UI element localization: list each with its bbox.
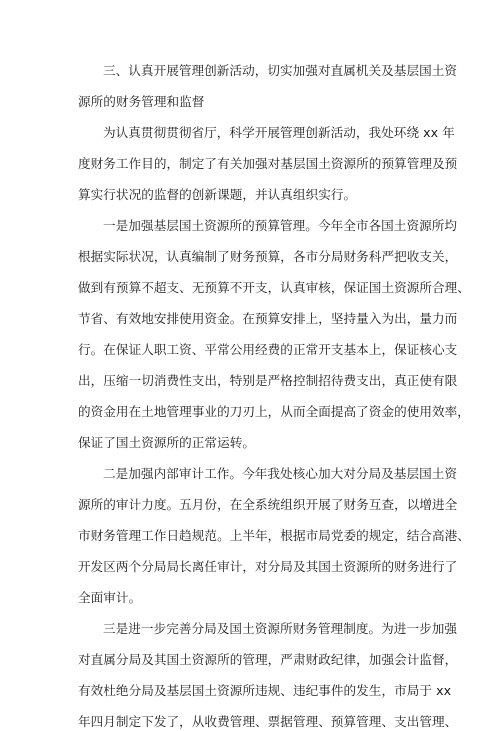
paragraph-2-line-2: 根据实际状况，认真编制了财务预算，各市分局财务科严把收支关，: [78, 249, 458, 264]
paragraph-3-line-3: 市财务管理工作日趋规范。上半年，根据市局党委的规定，结合高港、: [78, 528, 470, 543]
section-heading-line-2: 源所的财务管理和监督: [78, 94, 205, 109]
paragraph-1-line-1: 为认真贯彻贯彻省厅，科学开展管理创新活动，我处环绕 xx 年: [103, 125, 455, 140]
paragraph-2-line-6: 出，压缩一切消费性支出，特别是严格控制招待费支出，真正使有限: [78, 373, 458, 388]
paragraph-2-line-4: 节省、有效地安排使用资金。在预算安排上，坚持量入为出，量力而: [78, 311, 458, 326]
paragraph-3-line-1: 二是加强内部审计工作。今年我处核心加大对分局及基层国土资: [103, 466, 458, 481]
paragraph-2-line-1: 一是加强基层国土资源所的预算管理。今年全市各国土资源所均: [103, 218, 458, 233]
paragraph-4-line-4: 年四月制定下发了，从收费管理、票据管理、预算管理、支出管理、: [78, 714, 458, 729]
paragraph-4-line-2: 对直属分局及其国土资源所的管理，严肃财政纪律，加强会计监督，: [78, 652, 458, 667]
paragraph-4-line-3: 有效杜绝分局及基层国土资源所违规、违纪事件的发生，市局于 xx: [78, 683, 452, 698]
paragraph-3-line-5: 全面审计。: [78, 590, 142, 605]
paragraph-1-line-3: 算实行状况的监督的创新课题，并认真组织实行。: [78, 187, 357, 202]
paragraph-3-line-4: 开发区两个分局局长离任审计，对分局及其国土资源所的财务进行了: [78, 559, 458, 574]
paragraph-2-line-7: 的资金用在土地管理事业的刀刃上，从而全面提高了资金的使用效率，: [78, 404, 470, 419]
paragraph-4-line-1: 三是进一步完善分局及国土资源所财务管理制度。为进一步加强: [103, 621, 458, 636]
section-heading-line-1: 三、认真开展管理创新活动，切实加强对直属机关及基层国土资: [103, 63, 458, 78]
paragraph-3-line-2: 源所的审计力度。五月份，在全系统组织开展了财务互查，以增进全: [78, 497, 458, 512]
paragraph-2-line-8: 保证了国土资源所的正常运转。: [78, 435, 256, 450]
paragraph-1-line-2: 度财务工作目的，制定了有关加强对基层国土资源所的预算管理及预: [78, 156, 458, 171]
paragraph-2-line-5: 行。在保证人职工资、平常公用经费的正常开支基本上，保证核心支: [78, 342, 458, 357]
paragraph-2-line-3: 做到有预算不超支、无预算不开支，认真审核，保证国土资源所合理、: [78, 280, 470, 295]
